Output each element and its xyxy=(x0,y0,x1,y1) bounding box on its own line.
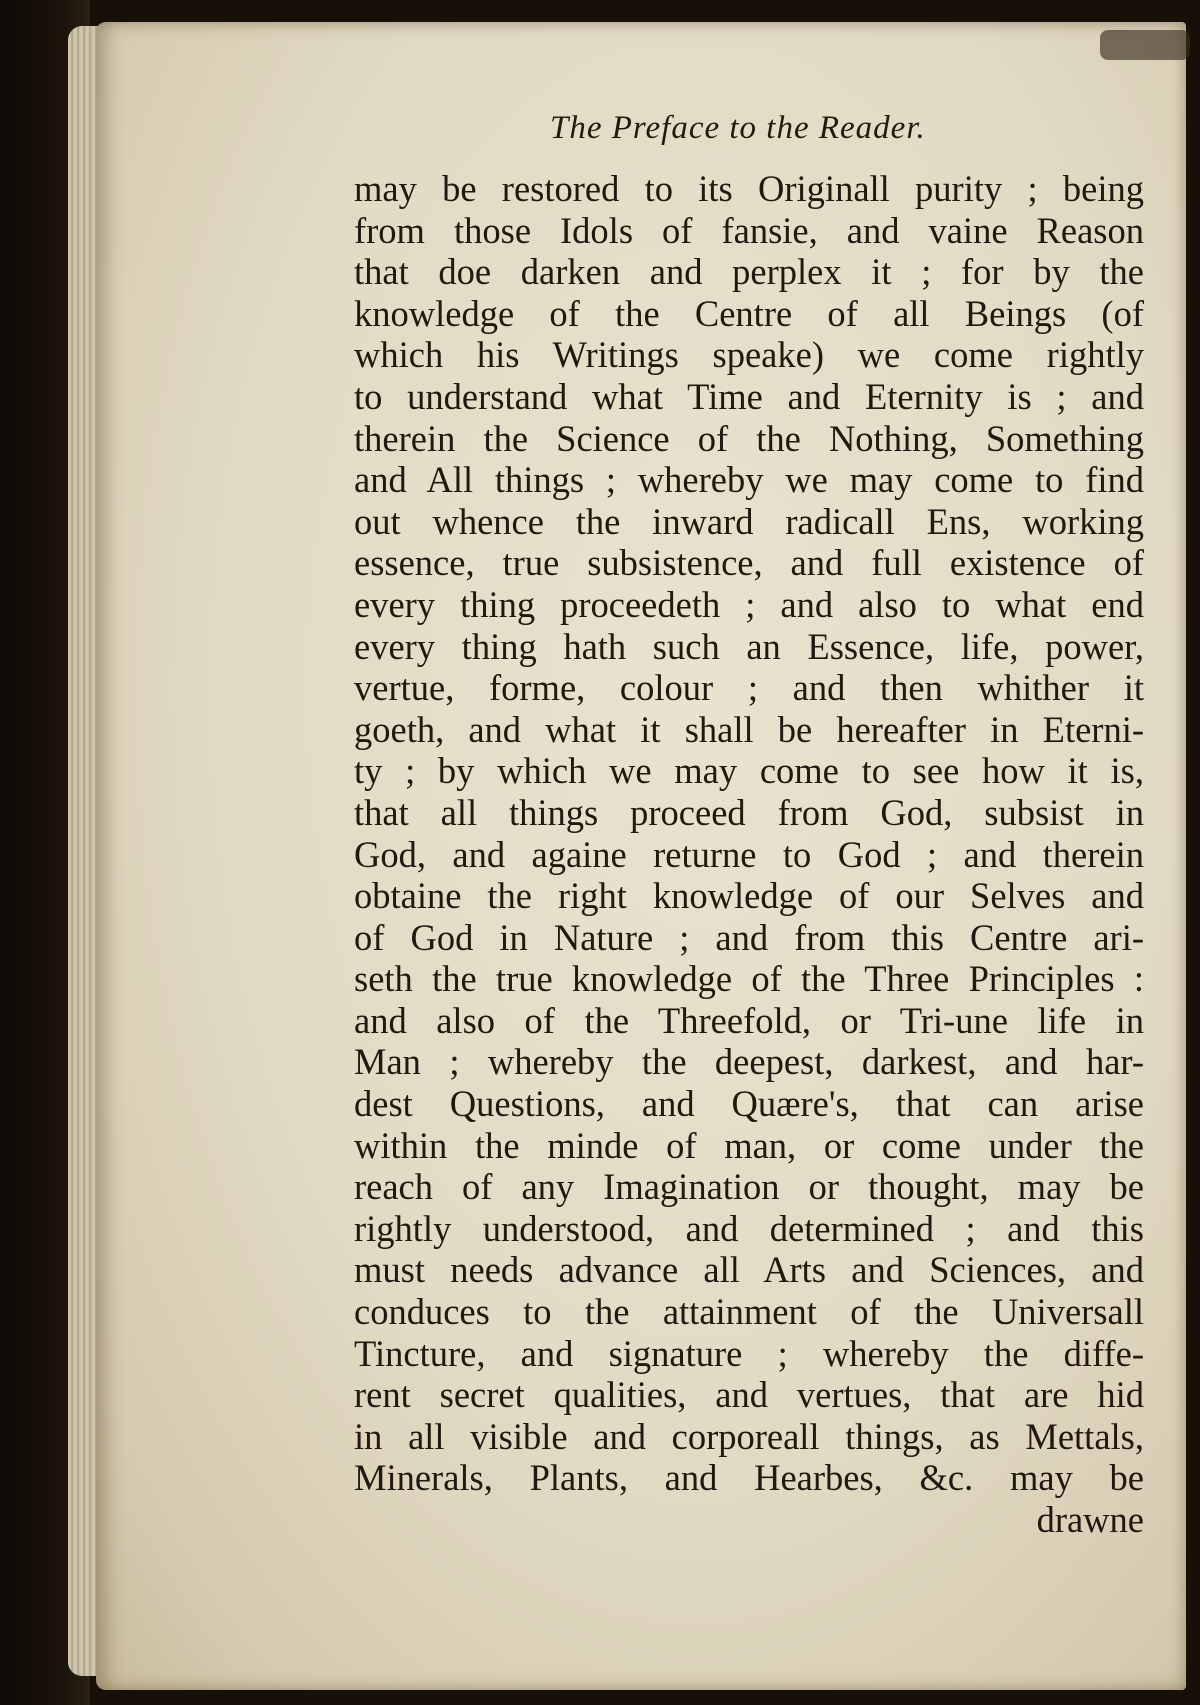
running-head: The Preface to the Reader. xyxy=(550,110,926,146)
text-line: Minerals, Plants, and Hearbes, &c. may be xyxy=(354,1457,1144,1499)
text-line: in all visible and corporeall things, as Mettals, xyxy=(354,1415,1144,1457)
text-line: rent secret qualities, and vertues, that are hid xyxy=(354,1374,1144,1416)
text-line: which his Writings speake) we come rightly xyxy=(354,334,1144,376)
text-line: may be restored to its Originall purity ; being xyxy=(354,168,1144,209)
text-line: Man ; whereby the deepest, darkest, and har- xyxy=(354,1041,1144,1083)
catchword: drawne xyxy=(1036,1499,1144,1540)
text-line: conduces to the attainment of the Universall xyxy=(354,1291,1144,1333)
binding-wear xyxy=(1100,30,1190,60)
text-line: that doe darken and perplex it ; for by the xyxy=(354,251,1144,293)
text-line: therein the Science of the Nothing, Something xyxy=(354,417,1144,459)
text-line: knowledge of the Centre of all Beings (of xyxy=(354,292,1144,334)
text-line: and All things ; whereby we may come to find xyxy=(354,459,1144,501)
text-line: out whence the inward radicall Ens, working xyxy=(354,500,1144,542)
text-line: Tincture, and signature ; whereby the diffe- xyxy=(354,1332,1144,1374)
text-line: dest Questions, and Quære's, that can arise xyxy=(354,1083,1144,1125)
body-text xyxy=(354,168,1144,1541)
text-line: every thing proceedeth ; and also to what end xyxy=(354,583,1144,625)
text-line: God, and againe returne to God ; and therein xyxy=(354,833,1144,875)
text-line: to understand what Time and Eternity is ; and xyxy=(354,375,1144,417)
text-line: essence, true subsistence, and full existence of xyxy=(354,542,1144,584)
text-line: goeth, and what it shall be hereafter in Eterni- xyxy=(354,708,1144,750)
text-line: ty ; by which we may come to see how it is, xyxy=(354,750,1144,792)
text-line: reach of any Imagination or thought, may be xyxy=(354,1166,1144,1208)
text-line: within the minde of man, or come under the xyxy=(354,1124,1144,1166)
text-line: vertue, forme, colour ; and then whither it xyxy=(354,667,1144,709)
text-line: must needs advance all Arts and Sciences, and xyxy=(354,1249,1144,1291)
text-line: and also of the Threefold, or Tri-une life in xyxy=(354,999,1144,1041)
text-line: every thing hath such an Essence, life, power, xyxy=(354,625,1144,667)
text-line: of God in Nature ; and from this Centre ari- xyxy=(354,916,1144,958)
text-line: obtaine the right knowledge of our Selves and xyxy=(354,875,1144,917)
text-line: seth the true knowledge of the Three Principles : xyxy=(354,958,1144,1000)
text-line: that all things proceed from God, subsist in xyxy=(354,791,1144,833)
text-line: from those Idols of fansie, and vaine Reason xyxy=(354,209,1144,251)
text-line: rightly understood, and determined ; and this xyxy=(354,1207,1144,1249)
